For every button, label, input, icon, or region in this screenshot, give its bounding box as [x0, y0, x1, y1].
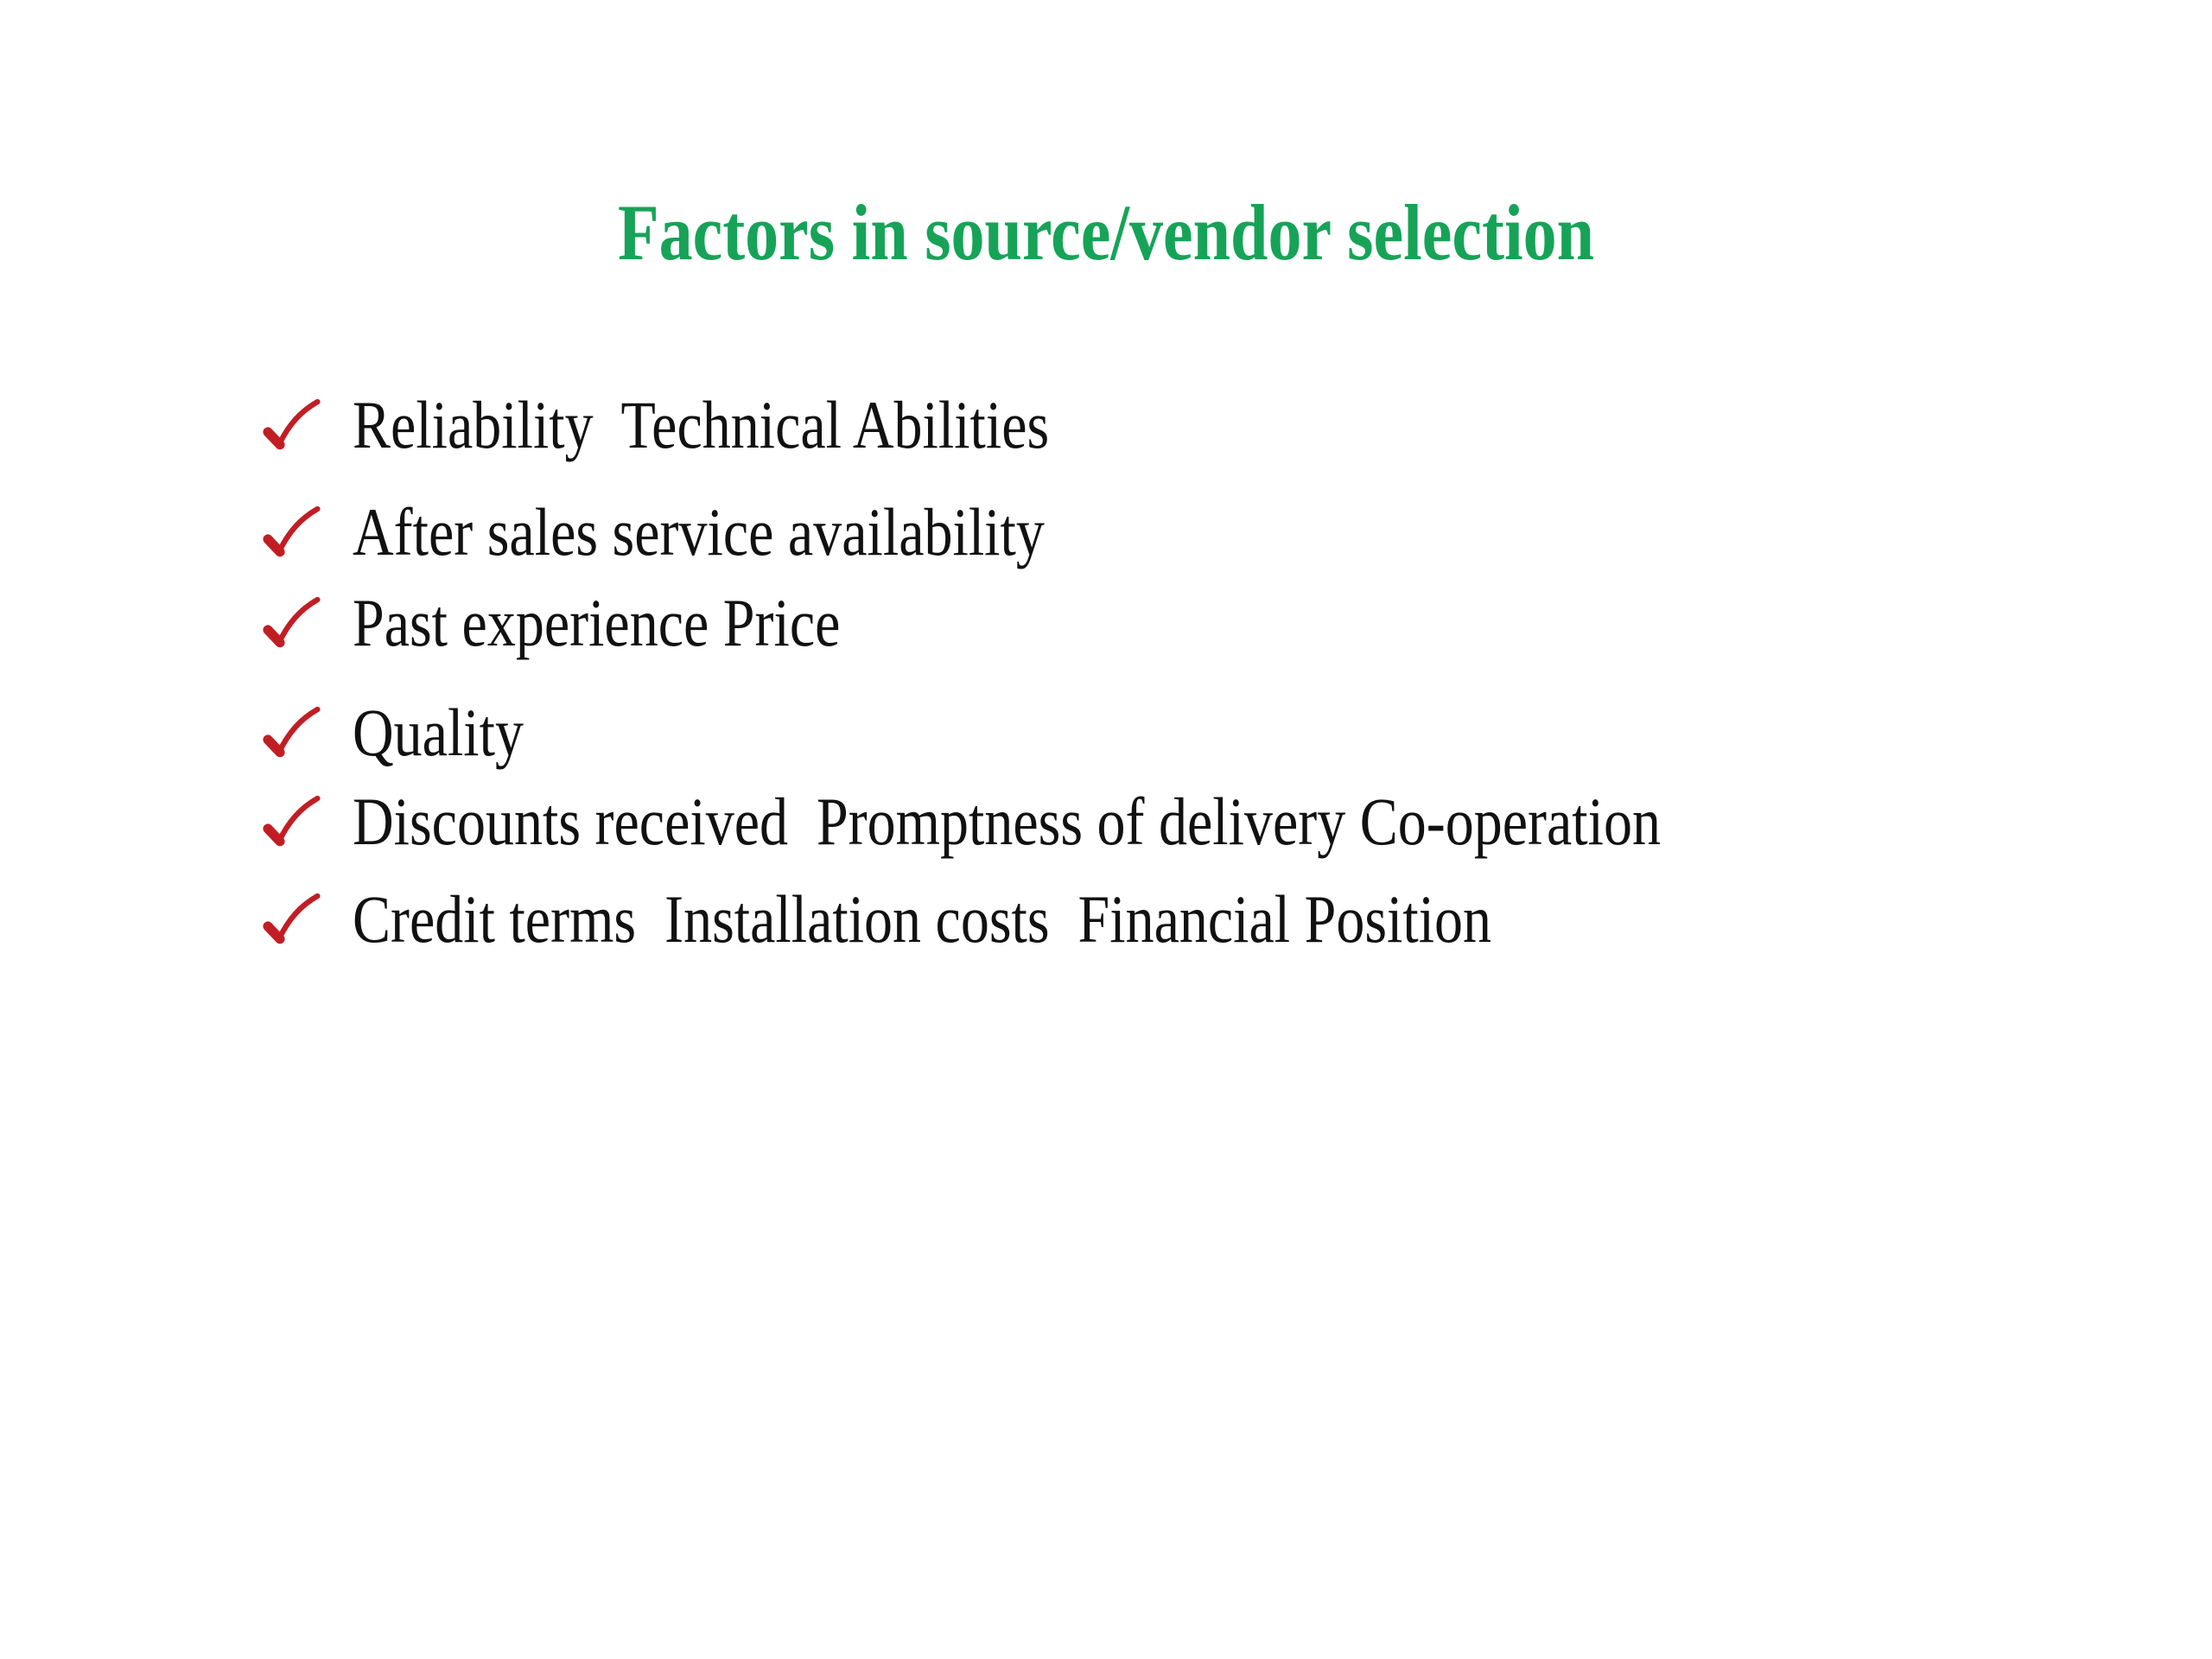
list-item-text: After sales service availability: [353, 495, 1045, 570]
checkmark-icon: [262, 890, 322, 950]
list-item: [262, 785, 1661, 860]
slide-title: Factors in source/vendor selection: [617, 188, 1595, 277]
bullet-list: [262, 388, 1661, 957]
list-item-text: Credit terms Installation costs Financial Position: [353, 882, 1492, 957]
checkmark-icon: [262, 703, 322, 764]
list-item: [262, 388, 1661, 463]
list-item: [262, 495, 1661, 570]
checkmark-icon: [262, 594, 322, 654]
list-item-text: Quality: [353, 696, 524, 771]
list-item-text: Reliability Technical Abilities: [353, 388, 1050, 463]
list-item-text: Discounts received Promptness of delivery Co-operation: [353, 785, 1661, 860]
list-item: [262, 696, 1661, 771]
checkmark-icon: [262, 396, 322, 456]
list-item-text: Past experience Price: [353, 586, 841, 661]
list-item: [262, 882, 1661, 957]
checkmark-icon: [262, 503, 322, 563]
checkmark-icon: [262, 792, 322, 853]
list-item: [262, 586, 1661, 661]
